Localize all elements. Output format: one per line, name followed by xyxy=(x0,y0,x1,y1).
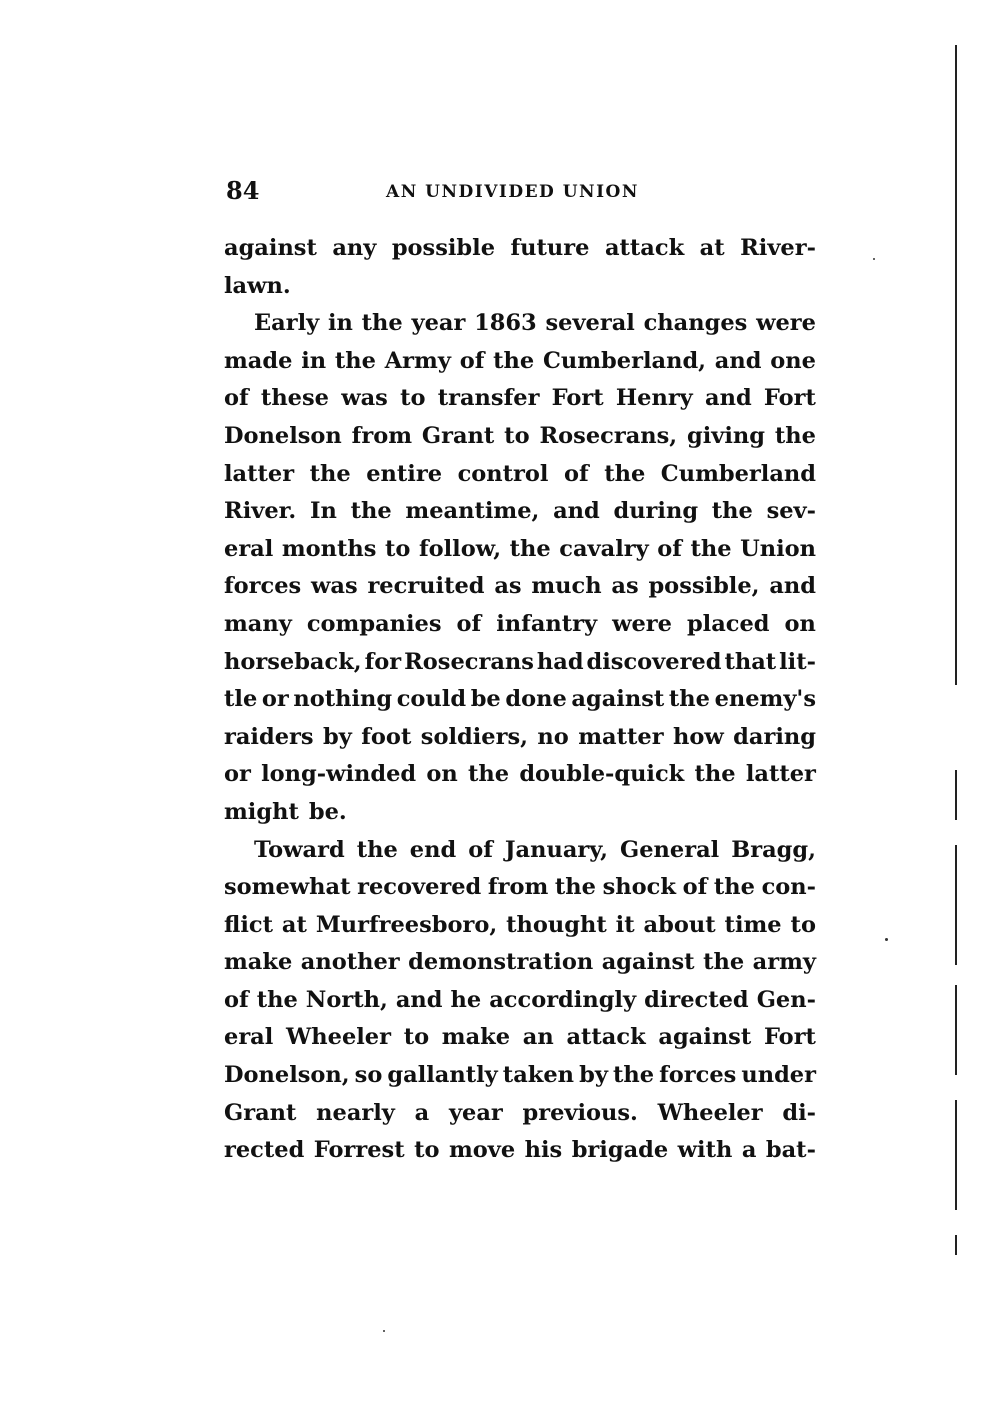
scan-edge-line xyxy=(955,845,957,965)
text-line: of these was to transfer Fort Henry and Fort xyxy=(224,385,816,412)
scan-edge-line xyxy=(955,1100,957,1210)
scan-edge-line xyxy=(955,45,957,685)
text-line: Donelson from Grant to Rosecrans, giving the xyxy=(224,422,816,449)
text-line: somewhat recovered from the shock of the con- xyxy=(224,874,816,901)
text-line: Toward the end of January, General Bragg, xyxy=(254,836,816,863)
text-line: of the North, and he accordingly directed Gen- xyxy=(224,986,816,1013)
body-text xyxy=(224,230,816,1170)
text-line: lawn. xyxy=(224,272,291,299)
text-line: raiders by foot soldiers, no matter how daring xyxy=(224,723,816,750)
text-line: flict at Murfreesboro, thought it about time to xyxy=(224,911,816,938)
text-line: rected Forrest to move his brigade with a bat- xyxy=(224,1137,816,1164)
scan-speck xyxy=(383,1330,385,1332)
text-line: or long-winded on the double-quick the latter xyxy=(224,761,816,788)
scan-edge-line xyxy=(955,985,957,1075)
page-header xyxy=(226,176,826,208)
running-title: AN UNDIVIDED UNION xyxy=(386,182,639,202)
text-line: latter the entire control of the Cumberland xyxy=(224,460,816,487)
scan-edge-line xyxy=(955,770,957,820)
text-line: tle or nothing could be done against the enemy's xyxy=(224,686,816,713)
text-line: River. In the meantime, and during the sev- xyxy=(224,498,816,525)
text-line: Grant nearly a year previous. Wheeler di- xyxy=(224,1099,816,1126)
text-line: Donelson, so gallantly taken by the forces under xyxy=(224,1062,816,1089)
text-line: horseback, for Rosecrans had discovered that lit- xyxy=(224,648,816,675)
scan-edge-line xyxy=(955,1235,957,1255)
text-line: make another demonstration against the army xyxy=(224,949,816,976)
text-line: eral months to follow, the cavalry of the Union xyxy=(224,535,816,562)
text-line: many companies of infantry were placed on xyxy=(224,610,816,637)
text-line: might be. xyxy=(224,798,347,825)
text-line: eral Wheeler to make an attack against Fort xyxy=(224,1024,816,1051)
scan-speck xyxy=(885,938,888,941)
text-line: against any possible future attack at River- xyxy=(224,235,816,261)
page-number: 84 xyxy=(226,176,260,205)
scan-speck xyxy=(873,258,875,260)
text-line: made in the Army of the Cumberland, and one xyxy=(224,347,816,374)
text-line: forces was recruited as much as possible, and xyxy=(224,573,816,600)
text-line: Early in the year 1863 several changes were xyxy=(254,310,816,337)
